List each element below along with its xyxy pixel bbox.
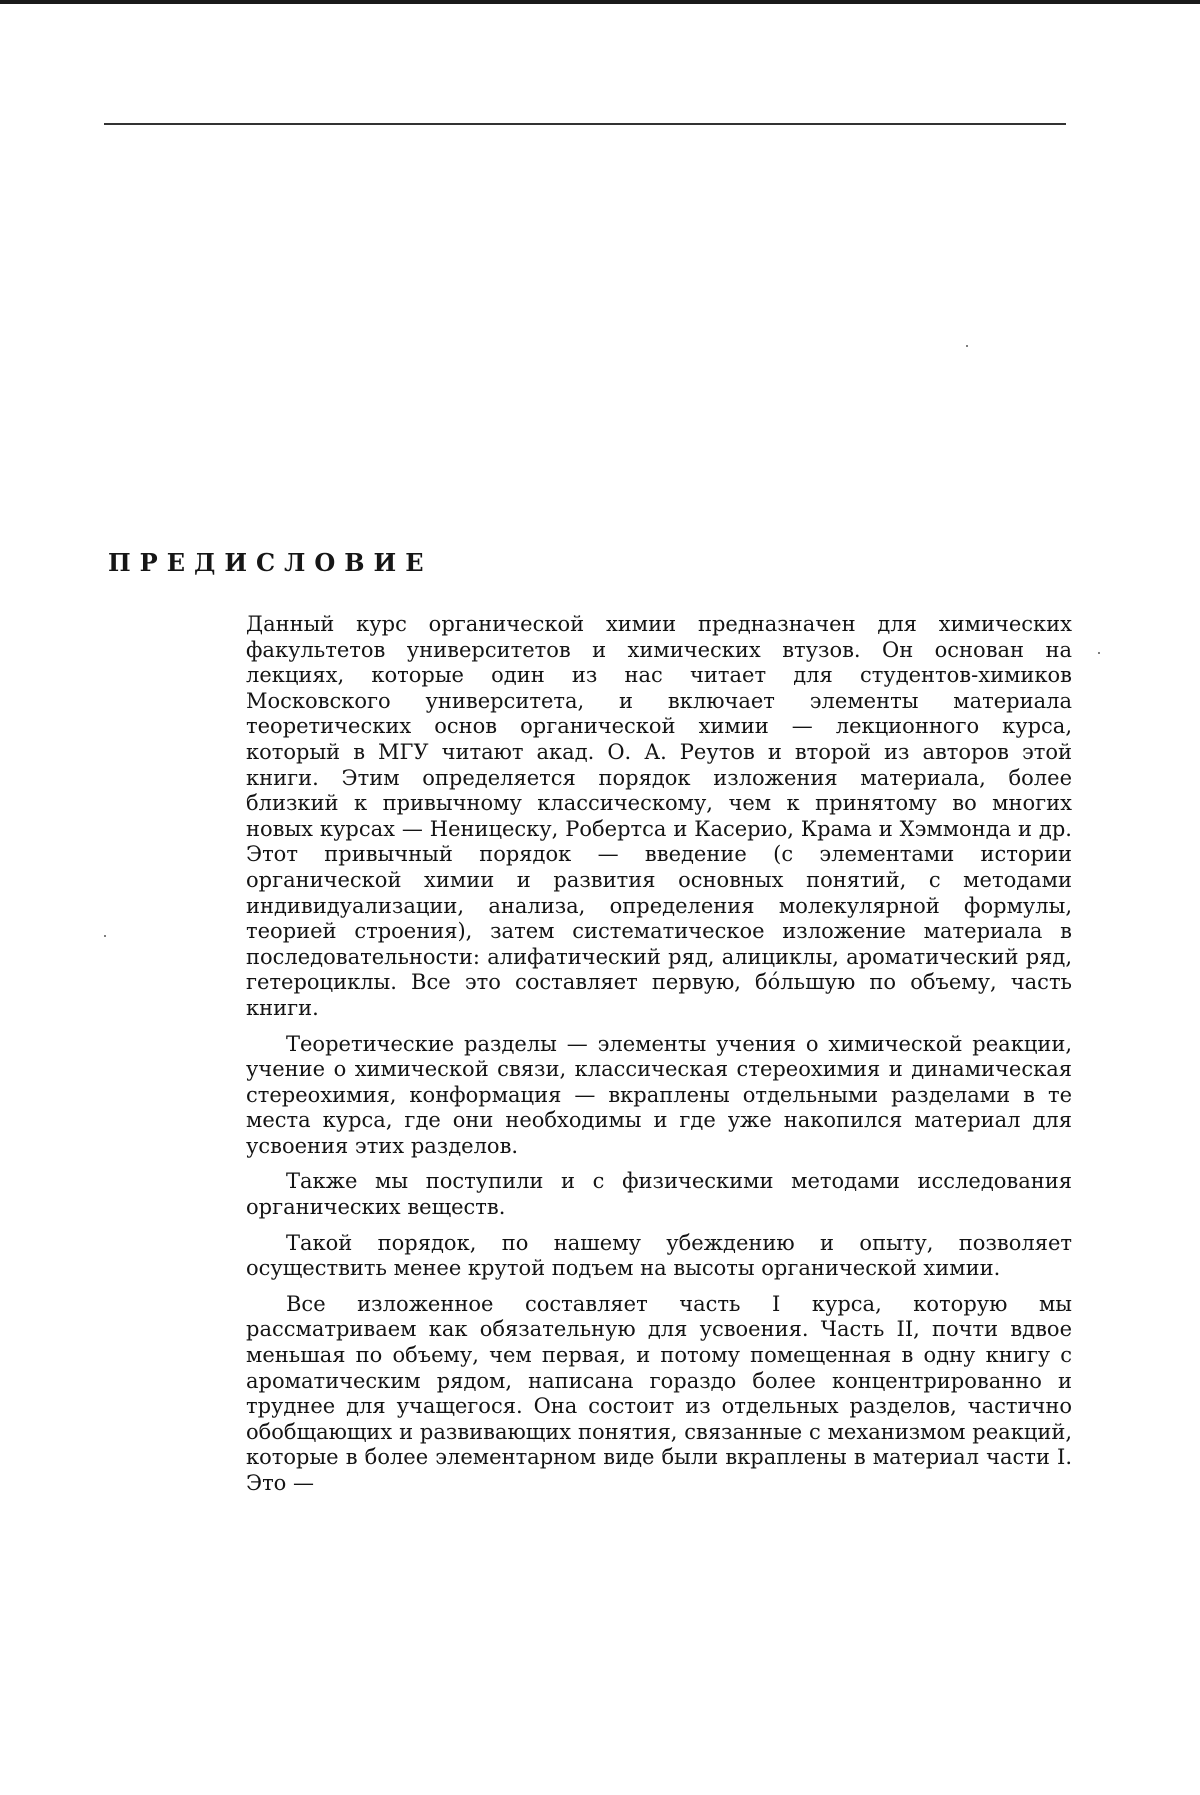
- scan-speck: [1098, 652, 1100, 654]
- preface-body: [246, 612, 1072, 1507]
- paragraph: Все изложенное составляет часть I курса, которую мы рассматриваем как обязательную для усвоения. Часть II, почти вдвое меньшая по объему, чем первая, и потому помещенная в одну книгу с ароматическим рядом, написана гораздо более концентрированно и труднее для учащегося. Она состоит из отдельных разделов, частично обобщающих и развивающих понятия, связанные с механизмом реакций, которые в более элементарном виде были вкраплены в материал части I. Это —: [246, 1291, 1072, 1495]
- paragraph: Также мы поступили и с физическими методами исследования органических веществ.: [246, 1169, 1072, 1220]
- paragraph: Такой порядок, по нашему убеждению и опыту, позволяет осуществить менее крутой подъем на высоты органической химии.: [246, 1230, 1072, 1281]
- page-title: ПРЕДИСЛОВИЕ: [108, 548, 433, 577]
- paragraph: Теоретические разделы — элементы учения о химической реакции, учение о химической связи, классическая стереохимия и динамическая стереохимия, конформация — вкраплены отдельными разделами в те места курса, где они необходимы и где уже накопился материал для усвоения этих разделов.: [246, 1031, 1072, 1158]
- paragraph: Данный курс органической химии предназначен для химических факультетов университетов и химических втузов. Он основан на лекциях, которые один из нас читает для студентов-химиков Московского университета, и включает элементы материала теоретических основ органической химии — лекционного курса, который в МГУ читают акад. О. А. Реутов и второй из авторов этой книги. Этим определяется порядок изложения материала, более близкий к привычному классическому, чем к принятому во многих новых курсах — Неницеску, Робертса и Касерио, Крама и Хэммонда и др. Этот привычный порядок — введение (с элементами истории органической химии и развития основных понятий, с методами индивидуализации, анализа, определения молекулярной формулы, теорией строения), затем систематическое изложение материала в последовательности: алифатический ряд, алициклы, ароматический ряд, гетероциклы. Все это составляет первую, бо́льшую по объему, часть книги.: [246, 612, 1072, 1020]
- header-rule: [104, 123, 1066, 125]
- page-top-edge: [0, 0, 1200, 4]
- scan-speck: [104, 935, 106, 937]
- scan-speck: [966, 345, 968, 347]
